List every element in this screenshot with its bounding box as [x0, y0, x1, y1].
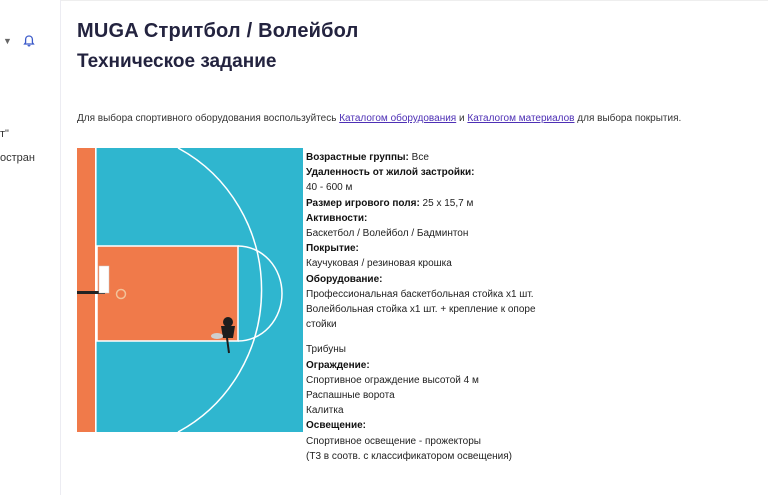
spec-value: Все — [408, 152, 429, 163]
page-title: MUGA Стритбол / Волейбол — [77, 20, 359, 42]
spec-age-groups — [306, 150, 546, 165]
court-photo — [77, 148, 303, 432]
page-subtitle: Техническое задание — [77, 51, 277, 72]
spec-label: Покрытие: — [306, 243, 359, 255]
spec-label: Активности: — [306, 212, 368, 224]
chevron-down-icon[interactable]: ▼ — [3, 36, 12, 46]
spec-lighting-label — [306, 418, 546, 433]
spec-label: Возрастные группы: — [306, 152, 409, 163]
spec-fence-item: Калитка — [306, 405, 344, 417]
spec-equipment-label — [306, 272, 546, 287]
intro-text: и — [456, 113, 468, 124]
intro-paragraph — [77, 113, 681, 124]
spec-lighting-item: Спортивное освещение - прожекторы — [306, 435, 481, 447]
spec-stands: Трибуны — [306, 344, 346, 356]
bell-icon[interactable] — [22, 34, 36, 48]
basketball-court-image — [77, 148, 303, 432]
spec-fence-label — [306, 358, 546, 373]
spec-label: Оборудование: — [306, 273, 383, 285]
spec-label: Освещение: — [306, 420, 366, 432]
spec-equipment-item: Профессиональная баскетбольная стойка х1 шт. — [306, 288, 534, 300]
spec-fence-item: Спортивное ограждение высотой 4 м — [306, 374, 479, 386]
spec-equipment-item: Волейбольная стойка х1 шт. + крепление к опоре стойки — [306, 304, 536, 331]
top-divider — [61, 0, 768, 1]
sidebar-item-partial[interactable]: остран — [0, 152, 35, 164]
materials-catalog-link[interactable]: Каталогом материалов — [467, 113, 575, 124]
spec-field-size — [306, 196, 546, 211]
spec-activities-label — [306, 211, 546, 226]
spec-surface-value: Каучуковая / резиновая крошка — [306, 258, 452, 270]
spacer — [306, 332, 546, 342]
left-sidebar — [0, 0, 61, 495]
spec-label: Удаленность от жилой застройки: — [306, 167, 475, 179]
intro-text: для выбора покрытия. — [574, 113, 682, 124]
spec-lighting-item: (Т3 в соотв. с классификатором освещения) — [306, 450, 512, 462]
spec-label: Размер игрового поля: — [306, 197, 420, 209]
technical-specs — [306, 150, 546, 464]
equipment-catalog-link[interactable]: Каталогом оборудования — [339, 113, 457, 124]
spec-distance-label — [306, 165, 546, 180]
spec-surface-label — [306, 241, 546, 256]
spec-value: 25 х 15,7 м — [419, 197, 474, 209]
spec-activities-value: Баскетбол / Волейбол / Бадминтон — [306, 228, 469, 240]
sidebar-top-controls — [0, 30, 60, 52]
spec-fence-item: Распашные ворота — [306, 390, 395, 402]
sidebar-item-partial[interactable]: т" — [0, 128, 9, 140]
intro-text: Для выбора спортивного оборудования воспользуйтесь — [77, 113, 340, 124]
spec-label: Ограждение: — [306, 359, 370, 371]
spec-distance-value: 40 - 600 м — [306, 182, 353, 194]
